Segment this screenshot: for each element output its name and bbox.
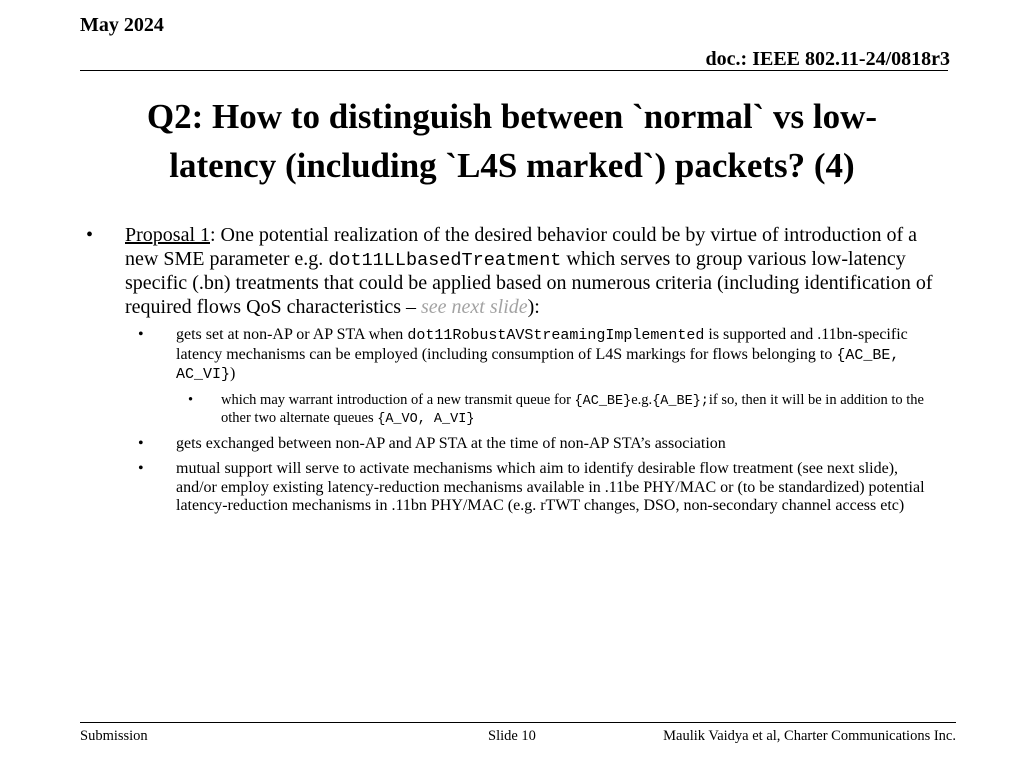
header-date: May 2024	[80, 14, 164, 36]
sub-bullet-code-1: dot11RobustAVStreamingImplemented	[407, 327, 705, 344]
proposal-text-3: ):	[527, 295, 540, 318]
header-divider	[80, 70, 948, 71]
bullet-dot-icon: •	[188, 391, 194, 408]
sub-sub-text-1: which may warrant introduction of a new transmit queue for	[221, 391, 575, 408]
bullet-proposal-1	[82, 224, 942, 319]
see-next-slide-link[interactable]: see next slide	[421, 295, 528, 318]
footer-submission: Submission	[80, 728, 148, 744]
bullet-dot-icon: •	[86, 224, 94, 246]
sub-sub-bullet-transmit-queue	[82, 392, 942, 428]
sub-bullet-code-2: {AC_BE, AC_VI}	[176, 346, 900, 383]
sub-bullet-text-2: is supported and .11bn-specific latency mechanisms can be employed (including consumption of L4S markings for flows belonging to	[176, 326, 908, 363]
sub-sub-code-1: {AC_BE}	[574, 393, 632, 409]
slide-title-line-1: Q2: How to distinguish between `normal` vs low-	[146, 97, 878, 136]
footer-divider	[80, 722, 956, 723]
slide-body	[82, 224, 942, 516]
sub-bullet-text: mutual support will serve to activate mechanisms which aim to identify desirable flow treatment (see next slide), and/or employ existing latency-reduction mechanisms available in .11be PHY/MAC or (to be standardized) potential latency-reduction mechanisms in .11bn PHY/MAC (e.g. rTWT changes, DSO, non-secondary channel access etc)	[176, 460, 925, 514]
bullet-dot-icon: •	[138, 460, 144, 477]
slide-title-line-2: latency (including `L4S marked`) packets? (4)	[169, 146, 855, 185]
bullet-dot-icon: •	[138, 434, 144, 452]
sub-sub-text-3: if so, then it will be in addition to the other two alternate queues	[221, 391, 924, 426]
footer-slide-number: Slide 10	[488, 728, 536, 744]
sub-bullet-gets-exchanged	[82, 435, 942, 454]
sub-bullet-gets-set	[82, 326, 942, 385]
sub-sub-code-2: {A_BE};	[652, 393, 709, 409]
slide-title	[60, 92, 964, 190]
proposal-parameter-code: dot11LLbasedTreatment	[328, 249, 562, 271]
sub-bullet-mutual-support	[82, 460, 942, 516]
bullet-dot-icon: •	[138, 326, 144, 343]
sub-bullet-text: gets exchanged between non-AP and AP STA at the time of non-AP STA’s association	[176, 434, 726, 452]
sub-sub-code-3: {A_VO, A_VI}	[377, 411, 475, 427]
sub-bullet-text-1: gets set at non-AP or AP STA when	[176, 326, 408, 343]
proposal-text-2: which serves to group various low-latency specific (.bn) treatments that could be applied based on numerous criteria (including identification of required flows QoS characteristics –	[125, 247, 933, 318]
header-document-id: doc.: IEEE 802.11-24/0818r3	[705, 48, 950, 70]
sub-bullet-text-3: )	[230, 365, 236, 382]
sub-sub-text-2: e.g.	[631, 391, 653, 408]
proposal-text-1: : One potential realization of the desired behavior could be by virtue of introduction of a new SME parameter e.g.	[125, 224, 917, 270]
proposal-label: Proposal 1	[125, 224, 210, 246]
footer-authors: Maulik Vaidya et al, Charter Communications Inc.	[663, 728, 956, 744]
